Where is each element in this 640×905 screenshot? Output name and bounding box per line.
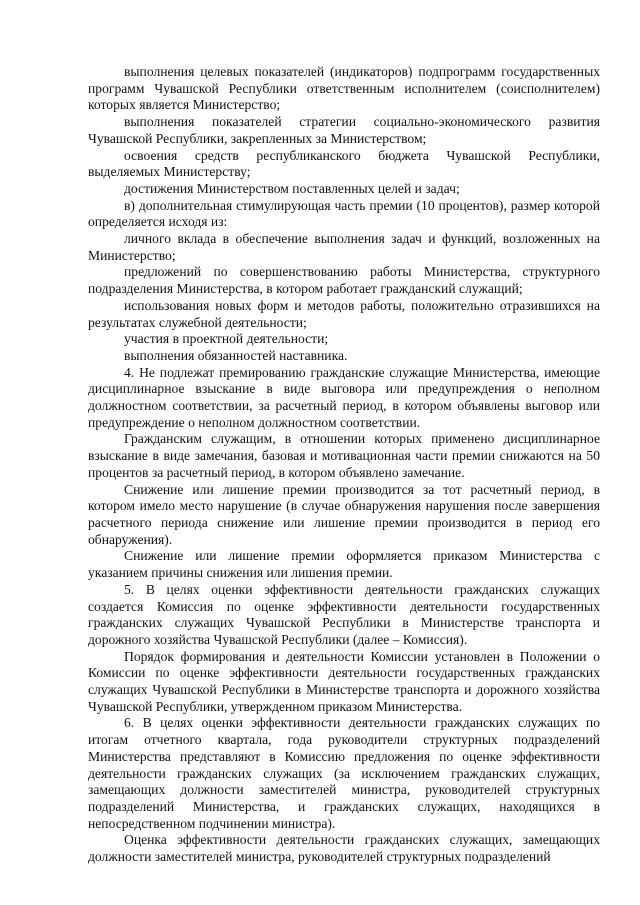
paragraph-13: Снижение или лишение премии производится за тот расчетный период, в котором имело место нарушение (в случае обнаружения нарушения после завершения расчетного периода снижение или лишение премии производится в период его обнаружения). <box>88 481 600 547</box>
paragraph-11: 4. Не подлежат премированию гражданские служащие Министерства, имеющие дисциплинарное взыскание в виде выговора или предупреждения о неполном должностном соответствии, за расчетный период, в котором объявлены выговор или предупреждение о неполном должностном соответствии. <box>88 364 600 430</box>
paragraph-12: Гражданским служащим, в отношении которых применено дисциплинарное взыскание в виде замечания, базовая и мотивационная части премии снижаются на 50 процентов за расчетный период, в котором объявлено замечание. <box>88 431 600 480</box>
paragraph-3: освоения средств республиканского бюджета Чувашской Республики, выделяемых Министерству; <box>88 147 600 180</box>
paragraph-2: выполнения показателей стратегии социально-экономического развития Чувашской Республики, закрепленных за Министерством; <box>88 114 600 146</box>
paragraph-15: 5. В целях оценки эффективности деятельности гражданских служащих создается Комиссия по оценке эффективности деятельности государственных гражданских служащих Чувашской Республики в Министерстве транспорта и дорожного хозяйства Чувашской Республики (далее – Комиссия). <box>88 581 600 647</box>
paragraph-5: в) дополнительная стимулирующая часть премии (10 процентов), размер которой определяется исходя из: <box>88 197 600 230</box>
paragraph-10: выполнения обязанностей наставника. <box>124 347 348 363</box>
paragraph-6: личного вклада в обеспечение выполнения задач и функций, возложенных на Министерство; <box>88 231 600 263</box>
paragraph-7: предложений по совершенствованию работы Министерства, структурного подразделения Министерства, в котором работает гражданский служащий; <box>88 264 600 297</box>
paragraph-8: использования новых форм и методов работы, положительно отразившихся на результатах служебной деятельности; <box>88 297 600 330</box>
paragraph-4: достижения Министерством поставленных целей и задач; <box>124 180 460 196</box>
paragraph-9: участия в проектной деятельности; <box>124 331 329 347</box>
paragraph-18: Оценка эффективности деятельности гражданских служащих, замещающих должности заместителей министра, руководителей структурных подразделений <box>88 832 600 865</box>
paragraph-16: Порядок формирования и деятельности Комиссии установлен в Положении о Комиссии по оценке эффективности деятельности государственных гражданских служащих Чувашской Республики в Министерстве транспорта и дорожного хозяйства Чувашской Республики, утвержденном приказом Министерства. <box>88 648 600 714</box>
paragraph-14: Снижение или лишение премии оформляется приказом Министерства с указанием причины снижения или лишения премии. <box>88 548 600 581</box>
paragraph-1: выполнения целевых показателей (индикаторов) подпрограмм государственных программ Чувашской Республики ответственным исполнителем (соисполнителем) которых является Министерство; <box>88 64 600 113</box>
paragraph-17: 6. В целях оценки эффективности деятельности гражданских служащих по итогам отчетного квартала, года руководители структурных подразделений Министерства представляют в Комиссию предложения по оценке эффективности деятельности гражданских служащих (за исключением гражданских служащих, замещающих должности заместителей министра, руководителей структурных подразделений Министерства, и гражданских служащих, находящихся в непосредственном подчинении министра). <box>88 715 600 831</box>
